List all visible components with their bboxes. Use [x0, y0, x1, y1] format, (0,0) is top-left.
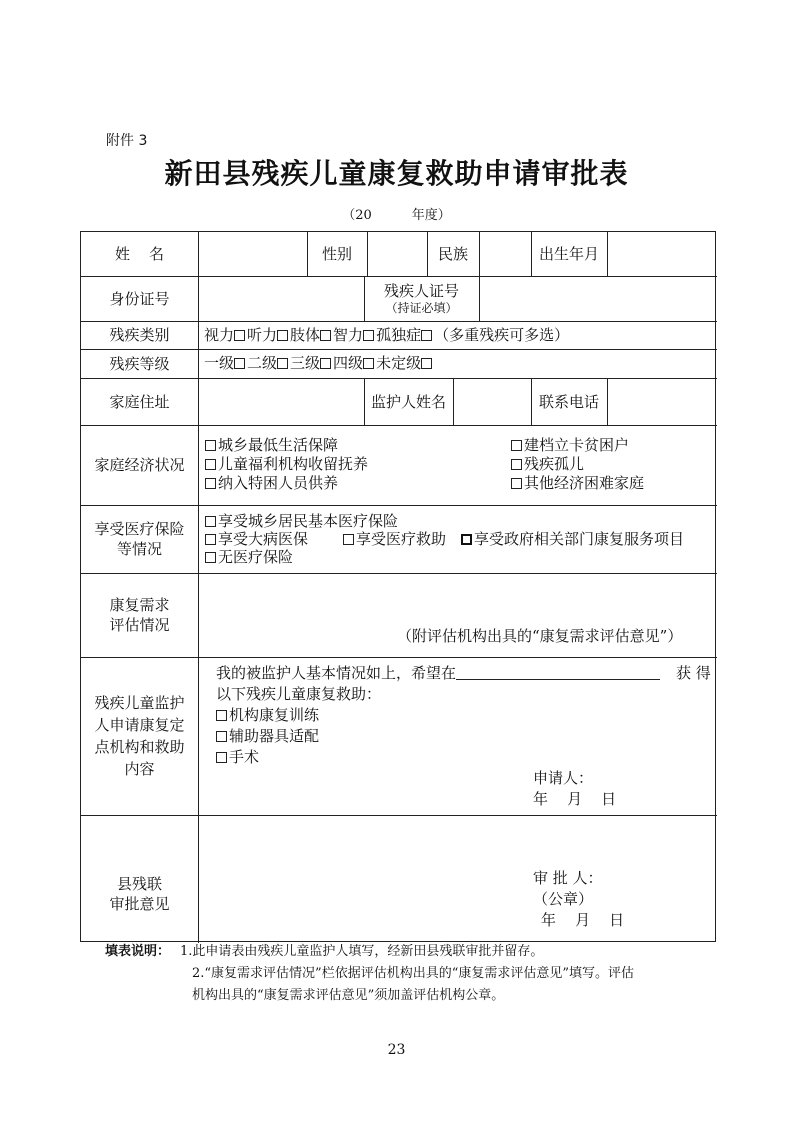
economy-option-orphan[interactable]: 残疾孤儿: [511, 454, 584, 474]
guardian-application-label-4: 内容: [124, 760, 155, 778]
multi-select-note: （多重残疾可多选）: [434, 326, 570, 344]
approver-label: 审 批 人：: [533, 869, 603, 887]
application-form-table: [80, 231, 716, 942]
checkbox-icon[interactable]: [421, 330, 432, 341]
applicant-signature-label: 申请人：: [533, 769, 594, 787]
checkbox-icon[interactable]: [320, 358, 331, 369]
statement-part-a: 我的被监护人基本情况如上，希望在: [216, 664, 457, 682]
rehab-assessment-label: [81, 573, 198, 657]
disability-level-label: 残疾等级: [109, 354, 170, 373]
birth-date-field[interactable]: [607, 232, 717, 276]
notes-line-2: 2.“康复需求评估情况”栏依据评估机构出具的“康复需求评估意见”填写。评估: [192, 966, 634, 981]
checkbox-icon[interactable]: [205, 534, 216, 545]
medical-insurance-label: [81, 505, 198, 573]
family-economy-label: 家庭经济状况: [94, 456, 185, 474]
id-number-label: 身份证号: [109, 289, 170, 308]
approval-label: [81, 815, 198, 943]
checkbox-icon[interactable]: [363, 358, 374, 369]
disability-cert-label-text: 残疾人证号: [383, 282, 459, 300]
notes-text-1: 1.此申请表由残疾儿童监护人填写，经新田县残联审批并留存。: [180, 944, 544, 959]
year-suffix: 年度）: [411, 208, 451, 223]
disability-cert-note: （持证必填）: [385, 301, 458, 315]
guardian-application-label-1: 残疾儿童监护: [94, 694, 185, 712]
medical-insurance-label-1: 享受医疗保险: [94, 520, 185, 538]
checkbox-icon[interactable]: [511, 440, 522, 451]
page-number: 23: [387, 1042, 406, 1058]
notes-heading: 填表说明：: [105, 944, 171, 959]
gender-field[interactable]: [367, 232, 427, 276]
economy-option-other[interactable]: 其他经济困难家庭: [511, 473, 644, 493]
guardian-application-label: [81, 657, 198, 815]
option-vision[interactable]: 视力: [204, 326, 247, 344]
name-label: 姓 名: [114, 245, 165, 263]
statement-part-b: 获 得: [676, 664, 711, 682]
checkbox-icon[interactable]: [205, 516, 216, 527]
checkbox-icon[interactable]: [216, 752, 227, 763]
economy-option-welfare[interactable]: 儿童福利机构收留抚养: [205, 454, 368, 474]
application-date: 年 月 日: [533, 790, 617, 808]
year-prefix: （20: [342, 208, 372, 223]
application-statement: [216, 663, 711, 683]
form-title: 新田县残疾儿童康复救助申请审批表: [164, 157, 629, 190]
checkbox-icon[interactable]: [421, 358, 432, 369]
address-field[interactable]: [199, 378, 364, 425]
checkbox-icon[interactable]: [216, 731, 227, 742]
checkbox-icon[interactable]: [511, 478, 522, 489]
checkbox-icon[interactable]: [363, 330, 374, 341]
checkbox-icon[interactable]: [511, 459, 522, 470]
insurance-option-basic[interactable]: 享受城乡居民基本医疗保险: [205, 511, 398, 531]
option-limb[interactable]: 肢体: [290, 326, 333, 344]
disability-type-options: [204, 325, 569, 345]
checkbox-icon[interactable]: [205, 478, 216, 489]
aid-option-training[interactable]: 机构康复训练: [216, 705, 319, 725]
notes-line-1: [105, 941, 543, 963]
economy-option-poverty[interactable]: 建档立卡贫困户: [511, 435, 629, 455]
rehab-assessment-label-1: 康复需求: [109, 596, 170, 614]
approval-date: 年 月 日: [541, 911, 625, 929]
institution-blank[interactable]: [456, 664, 660, 680]
notes-line-3: 机构出具的“康复需求评估意见”须加盖评估机构公章。: [192, 988, 505, 1003]
checkbox-icon[interactable]: [205, 440, 216, 451]
phone-label: 联系电话: [538, 392, 599, 411]
option-level-3[interactable]: 三级: [290, 354, 333, 372]
insurance-option-assistance[interactable]: 享受医疗救助: [343, 529, 446, 549]
address-label: 家庭住址: [109, 392, 170, 411]
option-level-2[interactable]: 二级: [247, 354, 290, 372]
checkbox-icon[interactable]: [277, 358, 288, 369]
disability-level-options: [204, 353, 434, 373]
insurance-option-critical[interactable]: 享受大病医保: [205, 529, 308, 549]
checkbox-icon[interactable]: [320, 330, 331, 341]
checkbox-icon[interactable]: [234, 358, 245, 369]
name-field[interactable]: [199, 232, 307, 276]
checkbox-icon[interactable]: [205, 552, 216, 563]
checkbox-icon[interactable]: [216, 710, 227, 721]
birth-date-label: 出生年月: [538, 245, 599, 263]
option-intellectual[interactable]: 智力: [333, 326, 376, 344]
checkbox-icon[interactable]: [277, 330, 288, 341]
economy-option-dibao[interactable]: 城乡最低生活保障: [205, 435, 338, 455]
rehab-assessment-label-2: 评估情况: [109, 616, 170, 634]
approval-label-1: 县残联: [116, 875, 162, 893]
guardian-name-field[interactable]: [453, 378, 531, 425]
medical-insurance-label-2: 等情况: [116, 540, 162, 558]
gender-label: 性别: [321, 245, 352, 263]
aid-option-device[interactable]: 辅助器具适配: [216, 726, 319, 746]
ethnicity-label: 民族: [437, 245, 468, 263]
approval-label-2: 审批意见: [109, 895, 170, 913]
rehab-assessment-note: （附评估机构出具的“康复需求评估意见”）: [397, 627, 683, 645]
guardian-name-label: 监护人姓名: [370, 392, 446, 411]
ethnicity-field[interactable]: [479, 232, 531, 276]
disability-type-label: 残疾类别: [109, 326, 170, 344]
checkbox-icon[interactable]: [461, 534, 472, 545]
id-number-field[interactable]: [199, 276, 364, 321]
attachment-label: 附件 3: [106, 133, 148, 149]
option-autism[interactable]: 孤独症: [376, 326, 434, 344]
year-line: [0, 204, 793, 223]
economy-option-special[interactable]: 纳入特困人员供养: [205, 473, 338, 493]
phone-field[interactable]: [607, 378, 717, 425]
option-level-1[interactable]: 一级: [204, 354, 247, 372]
statement-line-2: 以下残疾儿童康复救助：: [216, 685, 382, 703]
aid-option-surgery[interactable]: 手术: [216, 747, 259, 767]
disability-cert-field[interactable]: [479, 276, 717, 321]
option-hearing[interactable]: 听力: [247, 326, 290, 344]
option-unrated[interactable]: 未定级: [376, 354, 434, 372]
official-seal-label: （公章）: [533, 890, 594, 908]
disability-cert-label: [364, 276, 479, 321]
checkbox-icon[interactable]: [343, 534, 354, 545]
insurance-option-none[interactable]: 无医疗保险: [205, 547, 293, 567]
insurance-option-government[interactable]: 享受政府相关部门康复服务项目: [461, 529, 684, 549]
guardian-application-label-2: 人申请康复定: [94, 716, 185, 734]
guardian-application-label-3: 点机构和救助: [94, 738, 185, 756]
checkbox-icon[interactable]: [205, 459, 216, 470]
checkbox-icon[interactable]: [234, 330, 245, 341]
option-level-4[interactable]: 四级: [333, 354, 376, 372]
